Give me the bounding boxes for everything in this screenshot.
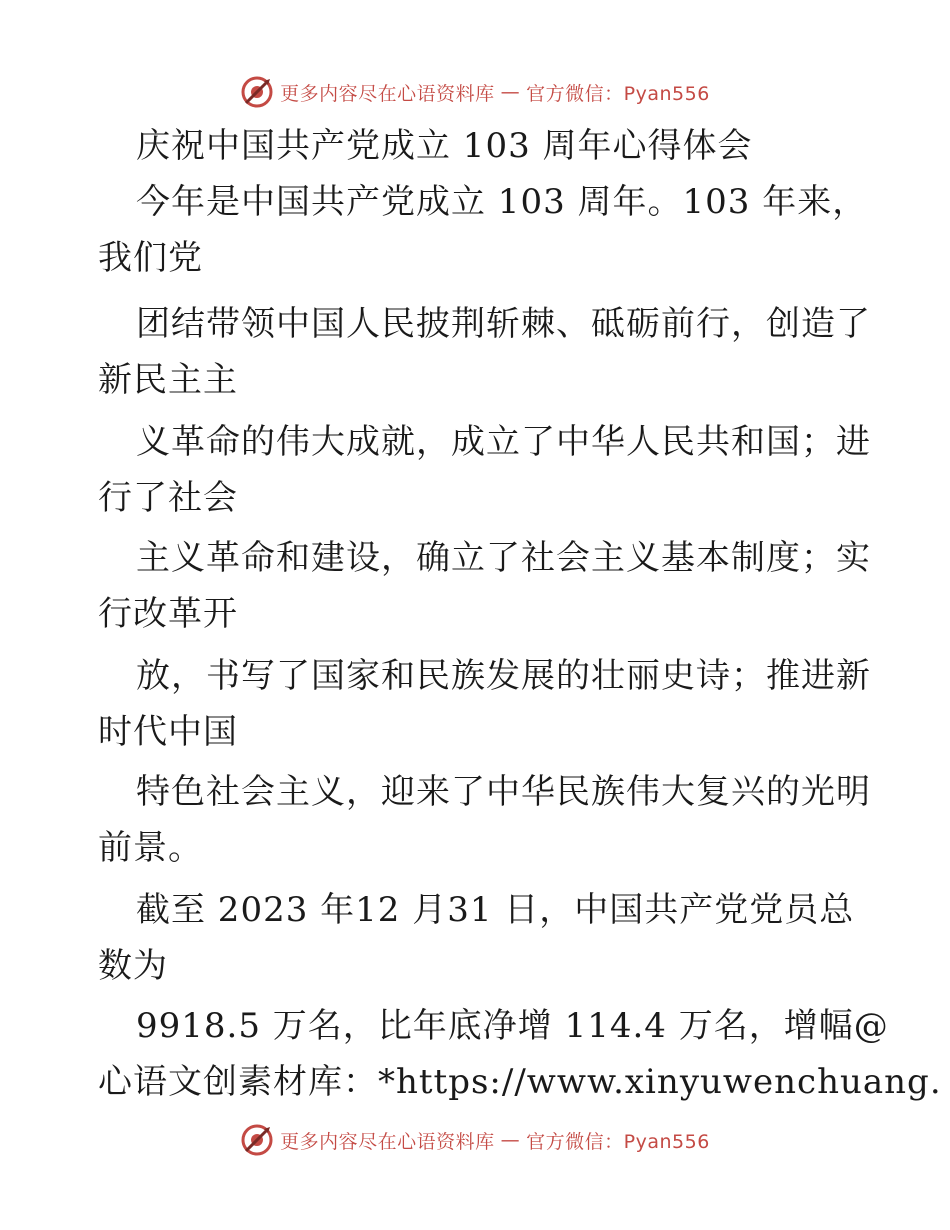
paragraph-line: 新民主主: [98, 360, 238, 400]
paragraph-line: 特色社会主义，迎来了中华民族伟大复兴的光明: [136, 772, 871, 812]
footer-banner: [0, 1120, 950, 1160]
header-banner-separator: —: [500, 81, 521, 103]
paragraph-line: 我们党: [98, 238, 203, 278]
paragraph-line: 截至 2023 年12 月31 日，中国共产党党员总: [136, 890, 855, 930]
paragraph-line: 前景。: [98, 828, 203, 868]
document-title: 庆祝中国共产党成立 103 周年心得体会: [136, 126, 753, 166]
logo-icon: [240, 1123, 274, 1157]
paragraph-line: 义革命的伟大成就，成立了中华人民共和国；进: [136, 422, 871, 462]
paragraph-line: 行改革开: [98, 594, 238, 634]
paragraph-line: 今年是中国共产党成立 103 周年。103 年来，: [136, 182, 868, 222]
paragraph-line: 团结带领中国人民披荆斩棘、砥砺前行，创造了: [136, 304, 871, 344]
logo-icon: [240, 75, 274, 109]
paragraph-line: 数为: [98, 946, 168, 986]
header-banner: [0, 72, 950, 112]
header-banner-wechat: 官方微信：Pyan556: [526, 82, 710, 105]
paragraph-line: 放，书写了国家和民族发展的壮丽史诗；推进新: [136, 656, 871, 696]
paragraph-line: 时代中国: [98, 712, 238, 752]
paragraph-line: 心语文创素材库：*https://www.xinyuwenchuang.: [98, 1062, 942, 1102]
footer-banner-wechat: 官方微信：Pyan556: [526, 1130, 710, 1153]
header-banner-text: 更多内容尽在心语资料库: [280, 82, 495, 105]
footer-banner-text: 更多内容尽在心语资料库: [280, 1130, 495, 1153]
paragraph-line: 主义革命和建设，确立了社会主义基本制度；实: [136, 538, 871, 578]
paragraph-line: 行了社会: [98, 478, 238, 518]
footer-banner-separator: —: [500, 1129, 521, 1151]
paragraph-line: 9918.5 万名，比年底净增 114.4 万名，增幅@: [136, 1006, 889, 1046]
